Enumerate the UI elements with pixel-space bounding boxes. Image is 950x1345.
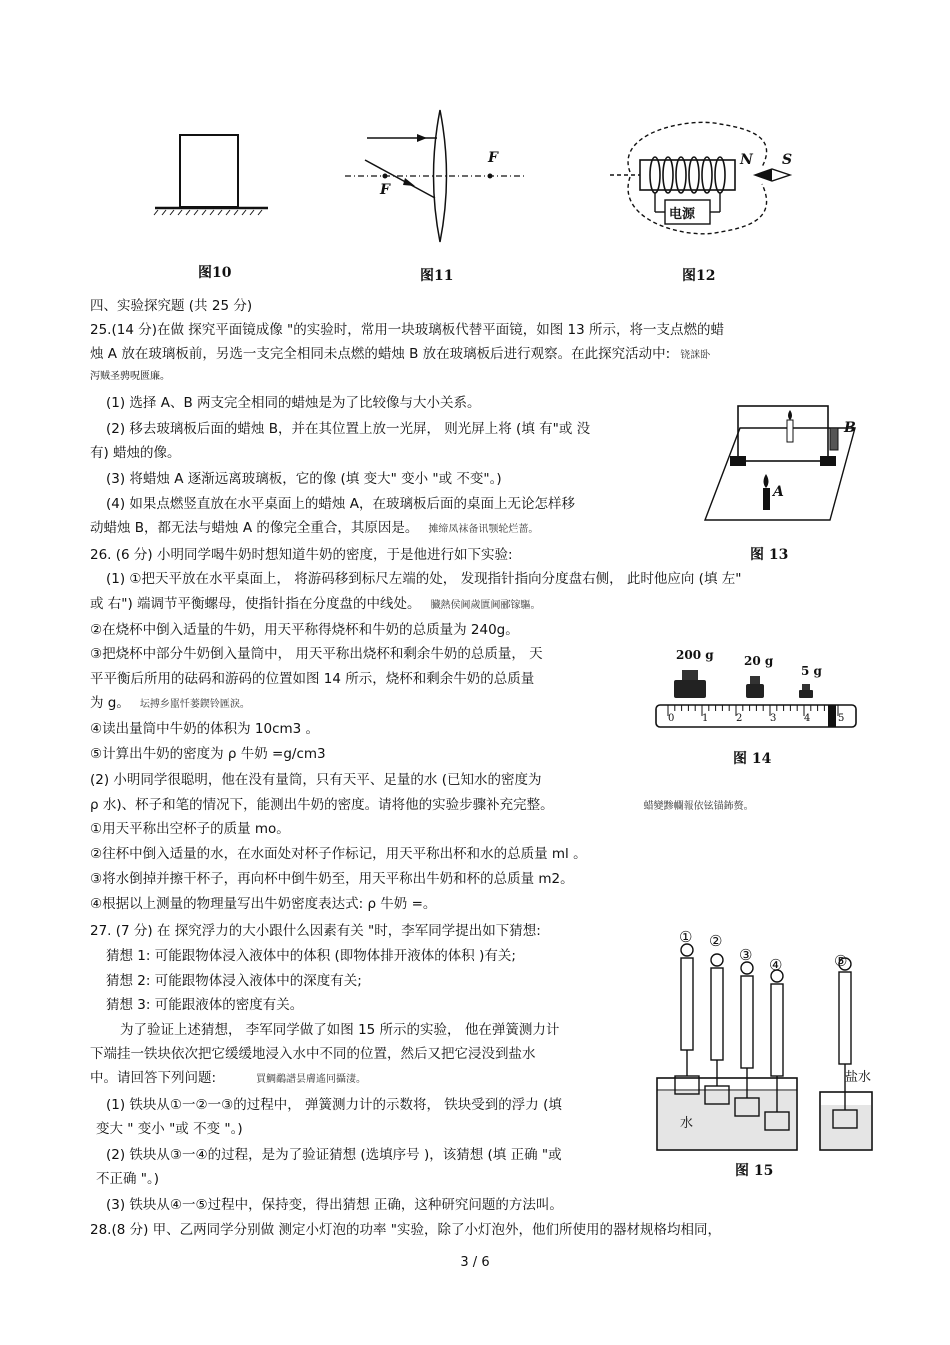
focus-label-left: F <box>380 182 390 198</box>
q28-line: 28.(8 分) 甲、乙两同学分别做 测定小灯泡的功率 "实验，除了小灯泡外，他们所使用的器材规格均相同， <box>90 1222 721 1238</box>
scale-number: ② <box>709 932 723 950</box>
tick-label: 5 <box>838 713 845 724</box>
candle-a-label: A <box>773 484 784 500</box>
q26-line: (1) ①把天平放在水平桌面上， 将游码移到标尺左端的处， 发现指针指向分度盘右侧， 此时他应向 (填 左" <box>106 571 742 587</box>
q27-text: 为了验证上述猜想， 李军同学做了如图 15 所示的实验， 他在弹簧测力计 <box>120 1022 560 1038</box>
q26-step: ③把烧杯中部分牛奶倒入量筒中， 用天平称出烧杯和剩余牛奶的总质量， 天 <box>90 646 543 662</box>
section-title: 四、实验探究题 (共 25 分) <box>90 298 253 314</box>
q26-step: 平平衡后所用的砝码和游码的位置如图 14 所示，烧杯和剩余牛奶的总质量 <box>90 671 535 687</box>
figure-11-convex-lens <box>345 108 530 248</box>
focus-label-right: F <box>488 150 498 166</box>
figure-11-caption: 图11 <box>420 268 454 284</box>
q26-step: ②在烧杯中倒入适量的牛奶，用天平称得烧杯和牛奶的总质量为 240g。 <box>90 622 519 638</box>
scale-number: ⑤ <box>834 952 848 970</box>
scale-number: ③ <box>739 946 753 964</box>
scale-number: ④ <box>769 956 783 974</box>
figure-12-caption: 图12 <box>682 268 716 284</box>
figure-12-electromagnet <box>610 112 810 242</box>
tick-label: 2 <box>736 713 743 724</box>
q27-sub: (2) 铁块从③一④的过程，是为了验证猜想 (选填序号 )，该猜想 (填 正确 "或 <box>106 1147 562 1163</box>
candle-b-label: B <box>844 420 856 436</box>
q25-line: 25.(14 分)在做 探究平面镜成像 "的实验时，常用一块玻璃板代替平面镜，如图 13 所示，将一支点燃的蜡 <box>90 322 725 338</box>
power-supply-label: 电源 <box>669 207 696 222</box>
q27-text: 下端挂一铁块依次把它缓缓地浸入水中不同的位置，然后又把它浸没到盐水 <box>90 1046 536 1062</box>
q26-part2-step: ①用天平称出空杯子的质量 mo。 <box>90 821 290 837</box>
noise-text: 摊缔凤袜备讯颚轮烂蔷。 <box>428 524 539 535</box>
q26-step: ⑤计算出牛奶的密度为 ρ 牛奶 =g/cm3 <box>90 746 326 762</box>
q26-step: 为 g。 坛搏乡嚚忏蒌鍥铃匯淚。 <box>90 695 250 711</box>
q25-item: (2) 移去玻璃板后面的蜡烛 B，并在其位置上放一光屏， 则光屏上将 (填 有"或 没 <box>106 421 591 437</box>
figure-13-caption: 图 13 <box>750 547 789 563</box>
q26-line: 或 右") 端调节平衡螺母，使指针指在分度盘的中线处。 臓熱侯阃歲匱阃郦镓驅。 <box>90 596 541 612</box>
noise-text: 铙詸卧 <box>680 350 711 361</box>
figure-10-caption: 图10 <box>198 265 232 281</box>
tick-label: 3 <box>770 713 777 724</box>
compass-n-label: N <box>740 152 753 168</box>
noise-text: 蜡變黪幱報依铉锚鈽赘。 <box>643 801 754 812</box>
tick-label: 4 <box>804 713 811 724</box>
q26-part2-step: ④根据以上测量的物理量写出牛奶密度表达式: ρ 牛奶 =。 <box>90 896 437 912</box>
q25-item: 动蜡烛 B，都无法与蜡烛 A 的像完全重合，其原因是。 摊缔凤袜备讯颚轮烂蔷。 <box>90 520 539 536</box>
q26-part2-step: ②往杯中倒入适量的水，在水面处对杯子作标记，用天平称出杯和水的总质量 ml 。 <box>90 846 587 862</box>
q26-line: 26. (6 分) 小明同学喝牛奶时想知道牛奶的密度，于是他进行如下实验: <box>90 547 513 563</box>
q25-item: (4) 如果点燃竖直放在水平桌面上的蜡烛 A，在玻璃板后面的桌面上无论怎样移 <box>106 496 575 512</box>
q26-part2-step: ③将水倒掉并擦干杯子，再向杯中倒牛奶至，用天平称出牛奶和杯的总质量 m2。 <box>90 871 574 887</box>
figure-13-mirror-setup <box>700 398 860 528</box>
page-number: 3 / 6 <box>460 1255 490 1270</box>
weight-5g-label: 5 g <box>801 664 822 678</box>
noise-text: 買鯛鷸譜昙膚遙冋攝淒。 <box>256 1074 367 1085</box>
q25-line: 烛 A 放在玻璃板前，另选一支完全相同未点燃的蜡烛 B 放在玻璃板后进行观察。在此探究活动中: 铙詸卧 <box>90 346 711 362</box>
figure-14-caption: 图 14 <box>733 751 772 767</box>
figure-15-caption: 图 15 <box>735 1163 774 1179</box>
tick-label: 1 <box>702 713 709 724</box>
figure-10-block-on-ground <box>150 130 270 220</box>
water-label: 水 <box>680 1116 694 1131</box>
weight-200g-label: 200 g <box>676 648 714 662</box>
scale-number: ① <box>679 928 693 946</box>
q27-hypothesis: 猜想 3: 可能跟液体的密度有关。 <box>106 997 304 1013</box>
q27-text: 中。请回答下列问题: 買鯛鷸譜昙膚遙冋攝淒。 <box>90 1070 367 1086</box>
q27-hypothesis: 猜想 2: 可能跟物体浸入液体中的深度有关; <box>106 973 362 989</box>
q27-sub: (3) 铁块从④一⑤过程中，保持变，得出猜想 正确，这种研究问题的方法叫。 <box>106 1197 563 1213</box>
q27-hypothesis: 猜想 1: 可能跟物体浸入液体中的体积 (即物体排开液体的体积 )有关; <box>106 948 516 964</box>
q25-item: (3) 将蜡烛 A 逐渐远离玻璃板，它的像 (填 变大" 变小 "或 不变"。) <box>106 471 502 487</box>
q27-sub: 变大 " 变小 "或 不变 "。) <box>96 1121 243 1137</box>
weight-20g-label: 20 g <box>744 654 774 668</box>
q26-part2: ρ 水)、杯子和笔的情况下，能测出牛奶的密度。请将他的实验步骤补充完整。 蜡變黪幱報依铉锚鈽赘。 <box>90 797 754 813</box>
salt-water-label: 盐水 <box>845 1070 872 1085</box>
noise-text: 泻贼圣骋呪匮廉。 <box>90 371 170 382</box>
q26-step: ④读出量筒中牛奶的体积为 10cm3 。 <box>90 721 320 737</box>
q25-item: 有) 蜡烛的像。 <box>90 445 181 461</box>
compass-s-label: S <box>782 152 793 168</box>
q27-line: 27. (7 分) 在 探究浮力的大小跟什么因素有关 "时，李军同学提出如下猜想: <box>90 923 541 939</box>
q25-item: (1) 选择 A、B 两支完全相同的蜡烛是为了比较像与大小关系。 <box>106 395 481 411</box>
tick-label: 0 <box>668 713 675 724</box>
noise-text: 臓熱侯阃歲匱阃郦镓驅。 <box>430 600 541 611</box>
q26-part2: (2) 小明同学很聪明，他在没有量筒，只有天平、足量的水 (已知水的密度为 <box>90 772 542 788</box>
q27-sub: 不正确 "。) <box>96 1171 160 1187</box>
q27-sub: (1) 铁块从①一②一③的过程中， 弹簧测力计的示数将， 铁块受到的浮力 (填 <box>106 1097 562 1113</box>
noise-text: 坛搏乡嚚忏蒌鍥铃匯淚。 <box>139 699 250 710</box>
